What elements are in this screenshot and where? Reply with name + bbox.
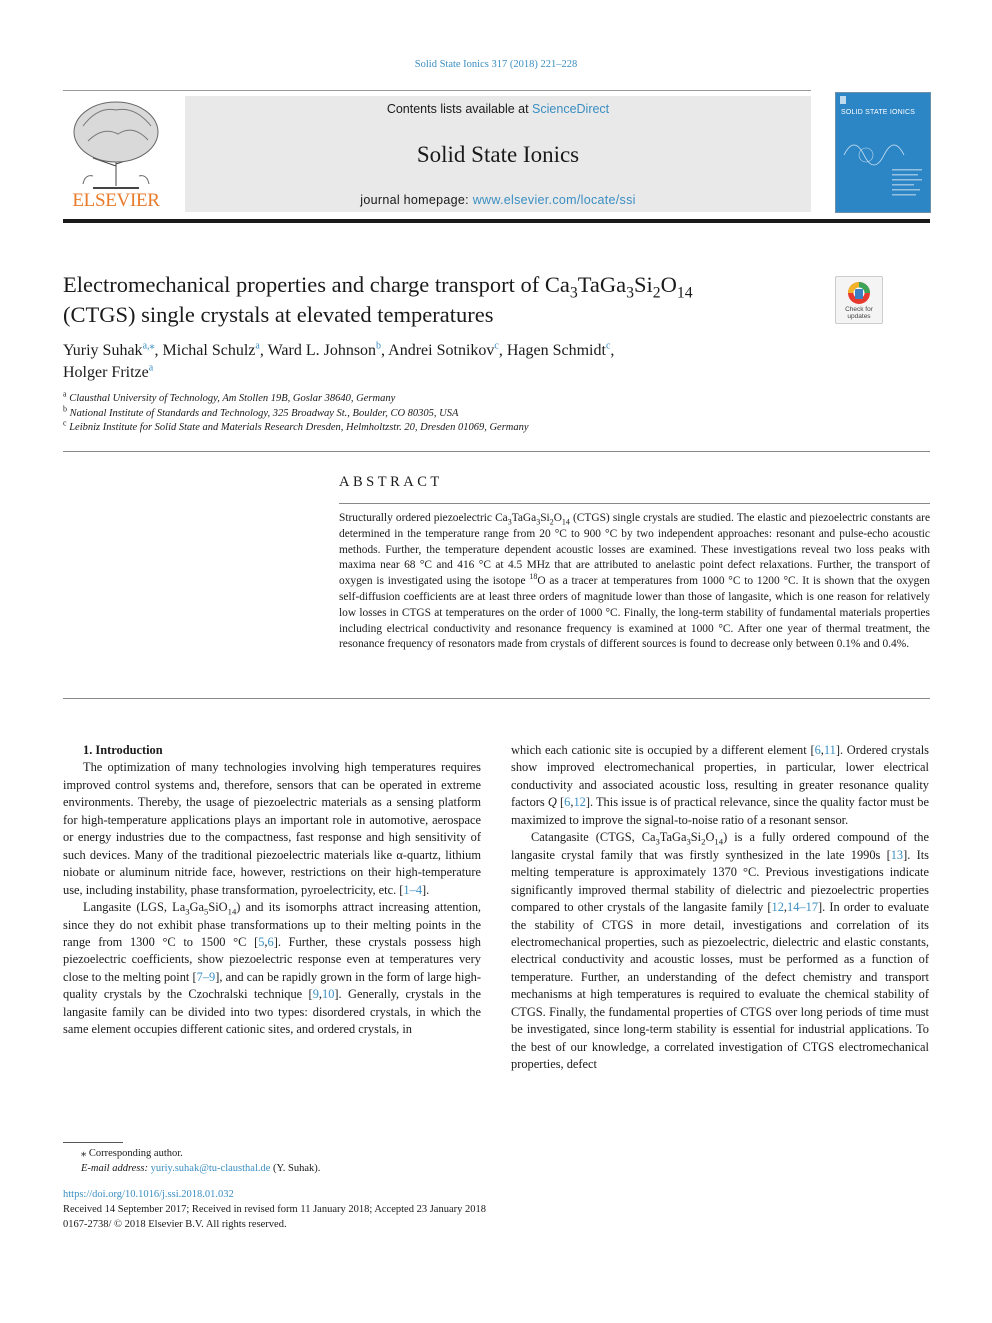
journal-citation[interactable]: Solid State Ionics 317 (2018) 221–228	[414, 59, 578, 70]
reference-link[interactable]: 12	[771, 900, 784, 915]
body-paragraph: Catangasite (CTGS, $Ca_3TaGa_3Si_2O_{14}$) is a fully ordered compound of the langasite crystal family that was firstly synthesized in the late 1990s [13]. Its melting temperature is approximately 1370 °C. Previous investigations indicate significantly improved thermal stability of dielectric and piezoelectric properties compared to other crystals of the langasite family [12,14–17]. In order to evaluate the stability of CTGS in more detail, investigations and correlation of its electromechanical properties, such as piezoelectric, dielectric and elastic constants, electrical conductivity and acoustic losses, must be performed as a function of temperature. Further, an understanding of the defect chemistry and transport mechanisms at high temperatures is required to evaluate the chemical stability of CTGS. Finally, the fundamental properties of CTGS over long periods of time must be investigated, since long-term stability is essential for industrial applications. To the best of our knowledge, a correlated investigation of CTGS electromechanical properties, defect	[511, 830, 929, 1072]
article-info-footer	[63, 1187, 763, 1232]
reference-link[interactable]: 12	[573, 795, 586, 810]
author-name[interactable]: Yuriy Suhak	[63, 342, 143, 359]
received-dates: Received 14 September 2017; Received in revised form 11 January 2018; Accepted 23 January 2018	[63, 1204, 486, 1215]
check-updates-icon	[836, 279, 882, 309]
elsevier-tree-icon	[63, 96, 169, 190]
author-name[interactable]: Ward L. Johnson	[267, 342, 377, 359]
affiliation-item: $^c$ Leibniz Institute for Solid State and Materials Research Dresden, Helmholtzstr. 20, Dresden 01069, Germany	[63, 418, 529, 433]
author-affiliation-mark[interactable]: c	[605, 340, 611, 352]
body-paragraph: The optimization of many technologies involving high temperatures requires improved control systems and, therefore, sensors that can be operated in extreme environments. Thereby, the usage of piezoelectric materials as a sensing platform for high-temperature applications plays an important role in automotive, aerospace or energy industries due to the compactness, fast response and high sensitivity of such devices. Many of the traditional piezoelectric materials like α-quartz, lithium niobate or aluminum nitride face, however, restrictions on their high-temperature use, including instability, phase transformation, pyroelectricity, etc. [1–4].	[63, 760, 481, 897]
homepage-link[interactable]: www.elsevier.com/locate/ssi	[472, 193, 636, 207]
reference-link[interactable]: 13	[890, 847, 904, 862]
homepage-line	[185, 193, 811, 207]
author-list	[63, 340, 823, 384]
affiliation-item: $^b$ National Institute of Standards and Technology, 325 Broadway St., Boulder, CO 80305, USA	[63, 404, 459, 419]
body-paragraph: Langasite (LGS, $La_3Ga_5SiO_{14}$) and its isomorphs attract increasing attention, since they do not exhibit phase transformations up to their melting points in the range from 1300 °C to 1500 °C [5,6]. Further, these crystals possess high piezoelectric coefficients, show piezoelectric response even at temperatures very close to the melting point [7–9], and can be rapidly grown in the form of large high-quality crystals by the Czochralski technique [9,10]. Generally, crystals in the langasite family can be divided into two types: disordered crystals, in which the same element occupies different cationic sites, and ordered crystals, in	[63, 900, 482, 1037]
reference-link[interactable]: 9	[312, 987, 319, 1002]
copyright-notice: 0167-2738/ © 2018 Elsevier B.V. All rights reserved.	[63, 1219, 287, 1230]
elsevier-wordmark: ELSEVIER	[72, 190, 160, 211]
affiliation-list	[63, 389, 863, 436]
author-name[interactable]: Michal Schulz	[162, 342, 256, 359]
contents-prefix: Contents lists available at	[386, 102, 533, 116]
reference-link[interactable]: 5	[258, 934, 265, 949]
author-separator: ,	[381, 342, 389, 359]
author-separator: ,	[154, 342, 163, 359]
contents-line	[185, 102, 811, 116]
abstract-text: Structurally ordered piezoelectric $Ca_3TaGa_3Si_2O_{14}$ (CTGS) single crystals are studied. The elastic and piezoelectric constants are determined in the temperature range from 20 °C to 900 °C by two independent approaches: resonant and pulse-echo acoustic methods. Further, the temperature dependent acoustic losses are examined. These investigations reveal two loss peaks with maxima near 68 °C and 416 °C at 4.5 MHz that are attributed to anelastic point defect relaxations. Further, the transport of oxygen is investigated using the isotope $^{18}$O as a tracer at temperatures from 1000 °C to 1200 °C. It is shown that the oxygen self-diffusion coefficients are at least three orders of magnitude lower than those of langasite, which is one reason for relatively low losses in CTGS at temperatures on the order of 1000 °C. Finally, the long-term stability of fundamental materials properties including electrical conductivity and resonance frequency is examined at 1000 °C. After one year of thermal treatment, the resonance frequency of resonators made from crystals of different sources is found to decrease only between 0.1% and 0.4%.	[339, 512, 931, 651]
footnotes	[63, 1146, 663, 1176]
check-updates-label: Check for updates	[845, 306, 873, 320]
homepage-prefix: journal homepage:	[360, 193, 473, 207]
author-affiliation-mark[interactable]: a,⁎	[142, 340, 155, 352]
section-heading: 1. Introduction	[83, 743, 163, 757]
header-thick-rule	[63, 219, 930, 223]
reference-link[interactable]: 1–4	[403, 882, 423, 897]
author-name[interactable]: Andrei Sotnikov	[388, 342, 495, 359]
section-divider	[63, 451, 930, 452]
abstract-rule	[339, 503, 930, 504]
journal-cover-thumbnail[interactable]	[835, 92, 931, 213]
reference-link[interactable]: 10	[322, 987, 335, 1002]
doi-link[interactable]: https://doi.org/10.1016/j.ssi.2018.01.032	[63, 1189, 234, 1200]
author-name[interactable]: Holger Fritze	[63, 364, 149, 381]
reference-link[interactable]: 7–9	[196, 969, 216, 984]
elsevier-logo	[63, 96, 169, 212]
sciencedirect-link[interactable]: ScienceDirect	[532, 102, 610, 116]
reference-link[interactable]: 6	[267, 934, 274, 949]
author-separator: ,	[610, 342, 615, 359]
journal-name: Solid State Ionics	[416, 142, 580, 167]
email-link[interactable]: yuriy.suhak@tu-clausthal.de	[150, 1163, 271, 1174]
article-title: Electromechanical properties and charge transport of $Ca_3TaGa_3Si_2O_{14}$ (CTGS) single crystals at elevated temperatures	[63, 272, 693, 327]
author-affiliation-mark[interactable]: b	[376, 340, 382, 352]
footnote-rule	[63, 1142, 123, 1143]
author-separator: ,	[259, 342, 268, 359]
corresponding-author-note: ⁎ Corresponding author.	[81, 1148, 183, 1159]
body-column-left	[63, 742, 481, 1039]
author-affiliation-mark[interactable]: a	[148, 362, 154, 374]
body-paragraph: which each cationic site is occupied by a different element [6,11]. Ordered crystals show improved electromechanical properties, in particular, lower electrical conductivity and associated acoustic loss, resulting in greater resonance quality factors Q [6,12]. This issue is of practical relevance, since the quality factor must be maximized to improve the signal-to-noise ratio of a resonant sensor.	[511, 743, 929, 827]
author-separator: ,	[498, 342, 507, 359]
reference-link[interactable]: 14–17	[787, 900, 819, 915]
author-affiliation-mark[interactable]: c	[494, 340, 499, 352]
journal-banner	[185, 96, 811, 212]
section-divider	[63, 698, 930, 699]
header-top-rule	[63, 90, 811, 91]
email-note: E-mail address: yuriy.suhak@tu-clausthal.de (Y. Suhak).	[81, 1163, 321, 1174]
cover-title: SOLID STATE IONICS	[841, 109, 916, 116]
author-name[interactable]: Hagen Schmidt	[506, 342, 606, 359]
author-affiliation-mark[interactable]: a	[255, 340, 260, 352]
body-column-right	[511, 742, 929, 1074]
check-for-updates-button[interactable]	[835, 276, 883, 324]
affiliation-item: $^a$ Clausthal University of Technology, Am Stollen 19B, Goslar 38640, Germany	[63, 389, 396, 404]
reference-link[interactable]: 11	[823, 743, 836, 757]
reference-link[interactable]: 6	[564, 795, 571, 810]
reference-link[interactable]: 6	[814, 743, 821, 757]
abstract-heading: ABSTRACT	[339, 474, 443, 490]
